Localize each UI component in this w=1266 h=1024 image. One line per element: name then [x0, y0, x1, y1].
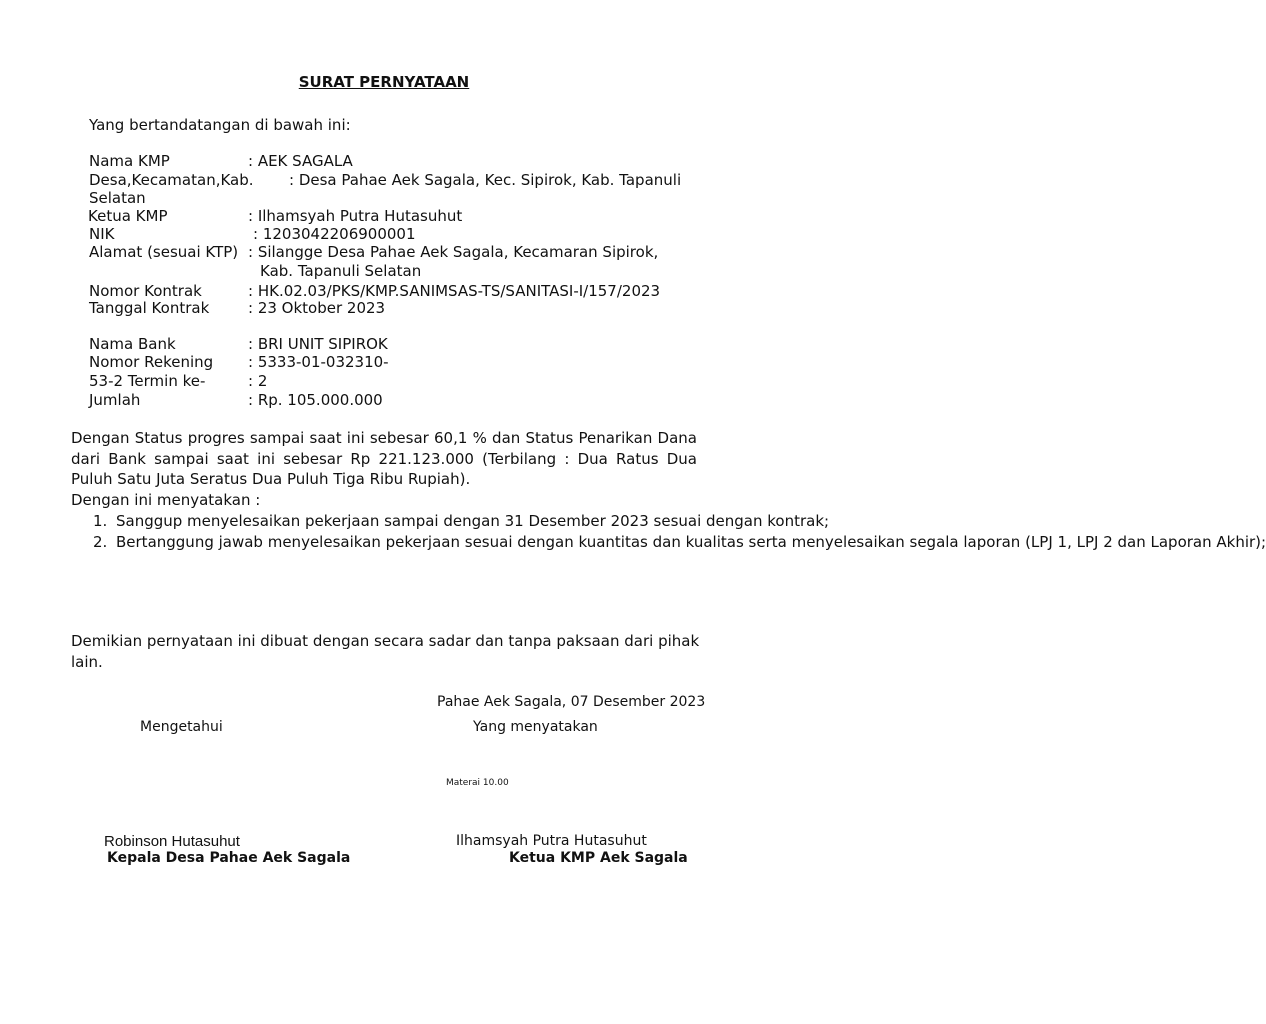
value-alamat-cont: Kab. Tapanuli Selatan	[260, 262, 422, 280]
label-alamat: Alamat (sesuai KTP)	[89, 243, 239, 261]
document-title: SURAT PERNYATAAN	[298, 73, 470, 91]
closing-paragraph	[71, 631, 711, 672]
mengetahui-label: Mengetahui	[140, 719, 223, 735]
value-nomor-kontrak: : HK.02.03/PKS/KMP.SANIMSAS-TS/SANITASI-I/157/2023	[248, 282, 661, 300]
left-signer-name: Robinson Hutasuhut	[104, 833, 240, 850]
value-jumlah: : Rp. 105.000.000	[248, 391, 383, 409]
value-nama-kmp: : AEK SAGALA	[248, 152, 353, 170]
value-nomor-rekening: : 5333-01-032310-	[248, 353, 389, 371]
value-nama-bank: : BRI UNIT SIPIROK	[248, 335, 388, 353]
intro-text: Yang bertandatangan di bawah ini:	[89, 116, 351, 134]
label-nik: NIK	[89, 225, 115, 243]
list-item-text: Sanggup menyelesaikan pekerjaan sampai dengan 31 Desember 2023 sesuai dengan kontrak;	[116, 512, 830, 530]
left-signer-role: Kepala Desa Pahae Aek Sagala	[107, 850, 351, 866]
value-desa-cont: Selatan	[89, 189, 146, 207]
value-tanggal-kontrak: : 23 Oktober 2023	[248, 299, 386, 317]
label-jumlah: Jumlah	[89, 391, 141, 409]
value-nik: : 1203042206900001	[253, 225, 416, 243]
value-termin: : 2	[248, 372, 268, 390]
label-nama-bank: Nama Bank	[89, 335, 176, 353]
label-ketua-kmp: Ketua KMP	[88, 207, 168, 225]
place-date: Pahae Aek Sagala, 07 Desember 2023	[437, 694, 706, 710]
list-item-number: 1.	[93, 512, 108, 530]
materai-stamp-text: Materai 10.00	[446, 778, 509, 788]
list-item-number: 2.	[93, 532, 108, 551]
label-nomor-rekening: Nomor Rekening	[89, 353, 214, 371]
value-alamat: : Silangge Desa Pahae Aek Sagala, Kecamaran Sipirok,	[248, 243, 659, 261]
label-desa: Desa,Kecamatan,Kab.	[89, 171, 254, 189]
label-termin: 53-2 Termin ke-	[89, 372, 206, 390]
label-tanggal-kontrak: Tanggal Kontrak	[89, 299, 210, 317]
menyatakan-text: Dengan ini menyatakan :	[71, 491, 261, 509]
label-nama-kmp: Nama KMP	[89, 152, 170, 170]
list-item	[71, 511, 830, 532]
status-paragraph	[71, 428, 697, 490]
value-ketua-kmp: : Ilhamsyah Putra Hutasuhut	[248, 207, 463, 225]
value-desa: : Desa Pahae Aek Sagala, Kec. Sipirok, Kab. Tapanuli	[289, 171, 682, 189]
status-paragraph-text: Dengan Status progres sampai saat ini sebesar 60,1 % dan Status Penarikan Dana dari Bank sampai saat ini sebesar Rp 221.123.000 (Terbilang : Dua Ratus Dua Puluh Satu Juta Seratus Dua Puluh Tiga Ribu Rupiah).	[71, 429, 697, 488]
statement-list	[71, 511, 1266, 552]
label-nomor-kontrak: Nomor Kontrak	[89, 282, 202, 300]
right-signer-name: Ilhamsyah Putra Hutasuhut	[456, 833, 647, 849]
yang-menyatakan-label: Yang menyatakan	[473, 719, 598, 735]
list-item	[71, 532, 1266, 553]
right-signer-role: Ketua KMP Aek Sagala	[509, 850, 688, 866]
closing-text: Demikian pernyataan ini dibuat dengan secara sadar dan tanpa paksaan dari pihak lain.	[71, 632, 700, 671]
list-item-text: Bertanggung jawab menyelesaikan pekerjaan sesuai dengan kuantitas dan kualitas serta menyelesaikan segala laporan (LPJ 1, LPJ 2 dan Laporan Akhir);	[116, 532, 1266, 551]
